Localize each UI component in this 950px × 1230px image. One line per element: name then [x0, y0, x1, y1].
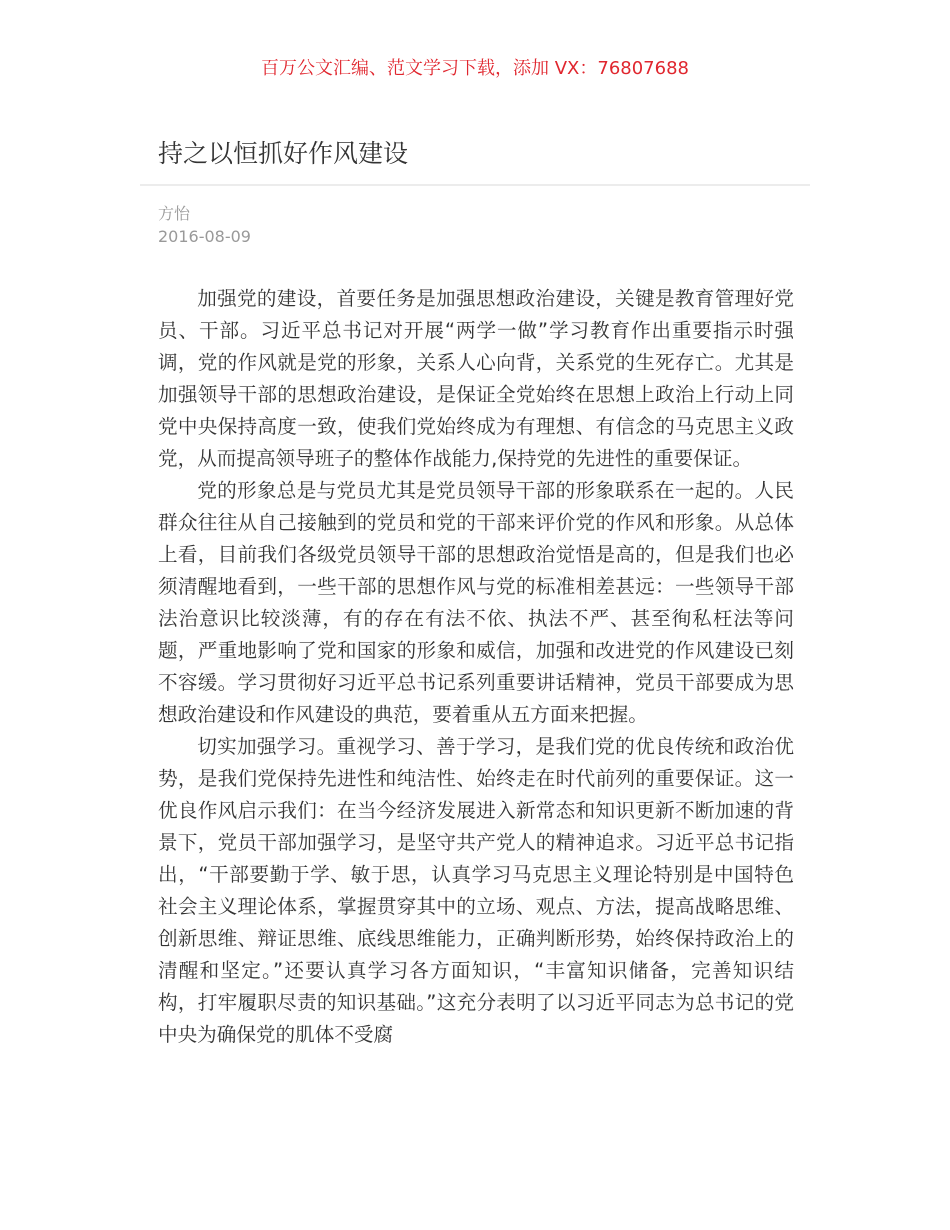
- article-date: 2016-08-09: [158, 227, 251, 246]
- article-author: 方怡: [158, 204, 191, 223]
- watermark-banner: 百万公文汇编、范文学习下载，添加 VX：76807688: [261, 58, 689, 79]
- article-body: [158, 283, 794, 1051]
- title-divider: [140, 184, 810, 186]
- paragraph: 党的形象总是与党员尤其是党员领导干部的形象联系在一起的。人民群众往往从自己接触到的党员和党的干部来评价党的作风和形象。从总体上看，目前我们各级党员领导干部的思想政治觉悟是高的，但是我们也必须清醒地看到，一些干部的思想作风与党的标准相差甚远：一些领导干部法治意识比较淡薄，有的存在有法不依、执法不严、甚至徇私枉法等问题，严重地影响了党和国家的形象和威信，加强和改进党的作风建设已刻不容缓。学习贯彻好习近平总书记系列重要讲话精神，党员干部要成为思想政治建设和作风建设的典范，要着重从五方面来把握。: [158, 479, 794, 726]
- article-meta: [158, 202, 251, 248]
- article-title: 持之以恒抓好作风建设: [158, 139, 409, 168]
- paragraph: 加强党的建设，首要任务是加强思想政治建设，关键是教育管理好党员、干部。习近平总书记对开展“两学一做”学习教育作出重要指示时强调，党的作风就是党的形象，关系人心向背，关系党的生死存亡。尤其是加强领导干部的思想政治建设，是保证全党始终在思想上政治上行动上同党中央保持高度一致，使我们党始终成为有理想、有信念的马克思主义政党，从而提高领导班子的整体作战能力,保持党的先进性的重要保证。: [158, 287, 794, 470]
- paragraph: 切实加强学习。重视学习、善于学习，是我们党的优良传统和政治优势，是我们党保持先进性和纯洁性、始终走在时代前列的重要保证。这一优良作风启示我们：在当今经济发展进入新常态和知识更新不断加速的背景下，党员干部加强学习，是坚守共产党人的精神追求。习近平总书记指出，“干部要勤于学、敏于思，认真学习马克思主义理论特别是中国特色社会主义理论体系，掌握贯穿其中的立场、观点、方法，提高战略思维、创新思维、辩证思维、底线思维能力，正确判断形势，始终保持政治上的清醒和坚定。”还要认真学习各方面知识，“丰富知识储备，完善知识结构，打牢履职尽责的知识基础。”这充分表明了以习近平同志为总书记的党中央为确保党的肌体不受腐: [158, 735, 794, 1046]
